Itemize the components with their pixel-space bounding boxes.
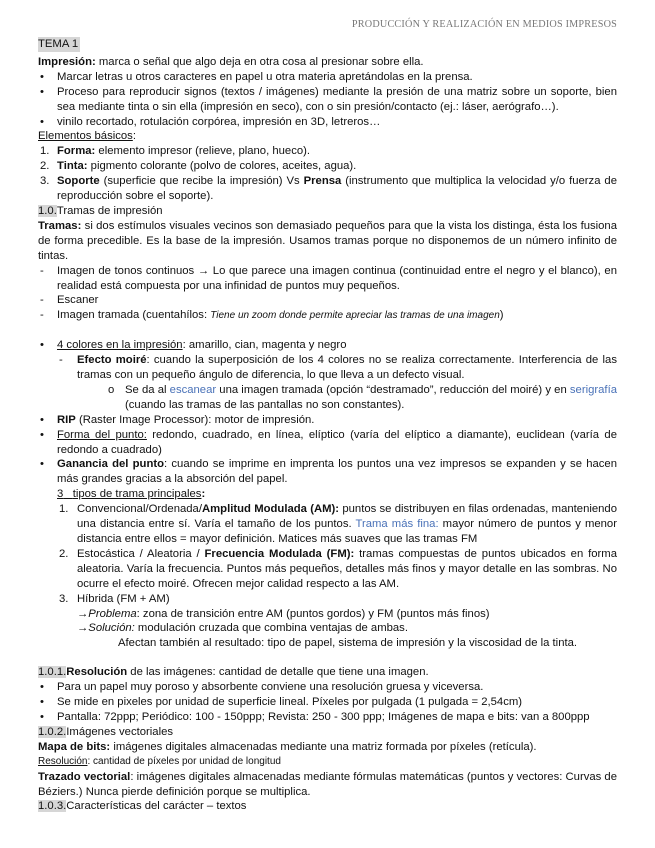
list-item: - Efecto moiré: cuando la superposición de los 4 colores no se realiza correctamente. Interferencia de las tramas con un pequeño ángulo de diferencia, lo que lleva a un defecto visual.: [59, 354, 617, 382]
spacer: [38, 651, 617, 665]
bullet-icon: •: [40, 428, 44, 441]
bullet-icon: •: [40, 85, 44, 98]
spacer: [38, 324, 617, 338]
bullet-icon: •: [40, 339, 44, 352]
trazado-vectorial-definition: Trazado vectorial: imágenes digitales almacenadas mediante fórmulas matemáticas (puntos y vectores: Curvas de Béziers.) Nunca pierde definición porque se multiplica.: [38, 770, 617, 798]
circle-bullet-icon: o: [108, 383, 115, 396]
arrow-right-icon: →: [77, 607, 89, 620]
bullet-icon: •: [40, 70, 44, 83]
list-item: • Proceso para reproducir signos (textos / imágenes) mediante la presión de una matriz sobre un soporte, bien sea mediante tinta o sin ella (impresión en seco), con o sin presión/contacto (ej.: láser, aerógrafo…).: [40, 85, 617, 113]
section-heading-1-0: 1.0.Tramas de impresión: [38, 204, 163, 217]
running-header: PRODUCCIÓN Y REALIZACIÓN EN MEDIOS IMPRESOS: [351, 19, 617, 30]
list-item: • Forma del punto: redondo, cuadrado, en línea, elíptico (varía del elíptico a diamante), euclidean (varía de redondo a cuadrado): [40, 428, 617, 456]
list-item: 1. Forma: elemento impresor (relieve, plano, hueco).: [40, 145, 311, 158]
list-item: 2. Estocástica / Aleatoria / Frecuencia Modulada (FM): tramas compuestas de puntos ubicados en forma aleatoria. Varía la frecuencia. Puntos más pequeños, detalles más finos y mayor detalle en las sombras. No ocurre el efecto moiré. Ofrecen mejor calidad respecto a las AM.: [59, 547, 617, 590]
solucion-line: →Solución: modulación cruzada que combina ventajas de ambas.: [77, 622, 408, 635]
list-item: • vinilo recortado, rotulación corpórea, impresión en 3D, letreros…: [40, 115, 381, 128]
list-item: - Imagen de tonos continuos → Lo que parece una imagen continua (continuidad entre el negro y el blanco), en realidad está compuesta por una infinidad de puntos muy pequeños.: [40, 264, 617, 292]
list-item: o Se da al escanear una imagen tramada (opción “destramado”, reducción del moiré) y en serigrafía (cuando las tramas de las pantallas no son constantes).: [108, 383, 617, 411]
section-heading-1-0-3: 1.0.3.Características del carácter – textos: [38, 800, 247, 813]
dash-icon: -: [40, 309, 44, 322]
problema-line: →Problema: zona de transición entre AM (puntos gordos) y FM (puntos más finos): [77, 607, 490, 620]
list-item: • Para un papel muy poroso y absorbente conviene una resolución gruesa y viceversa.: [40, 681, 484, 694]
impresion-definition: Impresión: marca o señal que algo deja en otra cosa al presionar sobre ella.: [38, 55, 424, 68]
bullet-icon: •: [40, 696, 44, 709]
list-item: • 4 colores en la impresión: amarillo, cian, magenta y negro: [40, 339, 347, 352]
list-item: 1. Convencional/Ordenada/Amplitud Modulada (AM): puntos se distribuyen en filas ordenadas, manteniendo una distancia entre sí. Varía el tamaño de los puntos. Trama más fina: mayor número de puntos y menor distancia entre ellos = mayor definición. Matices más suaves que las tramas FM: [59, 503, 617, 545]
bullet-icon: •: [40, 115, 44, 128]
bullet-icon: •: [40, 710, 44, 723]
list-item: • Pantalla: 72ppp; Periódico: 100 - 150ppp; Revista: 250 - 300 ppp; Imágenes de mapa e bits: van a 800ppp: [40, 710, 590, 723]
list-item: • RIP (Raster Image Processor): motor de impresión.: [40, 413, 315, 426]
tipos-heading: 3 tipos de trama principales:: [57, 488, 206, 501]
list-item: - Imagen tramada (cuentahílos: Tiene un zoom donde permite apreciar las tramas de una imagen): [40, 309, 504, 322]
list-item: • Ganancia del punto: cuando se imprime en imprenta los puntos una vez impresos se expanden y se hacen más grandes gracias a la absorción del papel.: [40, 458, 617, 486]
list-item: 2. Tinta: pigmento colorante (polvo de colores, aceites, agua).: [40, 160, 357, 173]
tramas-definition: Tramas: si dos estímulos visuales vecinos son demasiado pequeños para que la vista los distinga, ésta los fusiona de forma precedible. Es la base de la impresión. Usamos tramas porque no disponemos de un número infinito de tintas.: [38, 219, 617, 262]
mapa-bits-definition: Mapa de bits: imágenes digitales almacenadas mediante una matriz formada por píxeles (retícula).: [38, 740, 537, 753]
arrow-right-icon: →: [77, 622, 89, 635]
chapter-title: TEMA 1: [38, 38, 79, 50]
section-heading-1-0-2: 1.0.2.Imágenes vectoriales: [38, 725, 174, 738]
list-item: • Marcar letras u otros caracteres en papel u otra materia apretándolas en la prensa.: [40, 70, 473, 83]
bullet-icon: •: [40, 458, 44, 471]
bullet-icon: •: [40, 413, 44, 426]
impresion-term: Impresión:: [38, 55, 96, 68]
list-item: - Escaner: [40, 294, 99, 307]
list-item: 3. Soporte (superficie que recibe la impresión) Vs Prensa (instrumento que multiplica la velocidad y/o fuerza de reproducción sobre el soporte).: [40, 175, 617, 203]
list-item: • Se mide en pixeles por unidad de superficie lineal. Píxeles por pulgada (1 pulgada = 2,54cm): [40, 696, 523, 709]
afectan-note: Afectan también al resultado: tipo de papel, sistema de impresión y la viscosidad de la tinta.: [118, 637, 578, 650]
bullet-icon: •: [40, 681, 44, 694]
dash-icon: -: [40, 264, 44, 277]
dash-icon: -: [40, 294, 44, 307]
resolucion-note: Resolución: cantidad de píxeles por unidad de longitud: [38, 755, 281, 767]
section-heading-1-0-1: 1.0.1.Resolución de las imágenes: cantidad de detalle que tiene una imagen.: [38, 666, 429, 679]
dash-icon: -: [59, 354, 63, 367]
document-page: [38, 18, 617, 814]
list-item: 3. Híbrida (FM + AM): [59, 592, 170, 605]
elementos-heading: Elementos básicos:: [38, 130, 136, 143]
